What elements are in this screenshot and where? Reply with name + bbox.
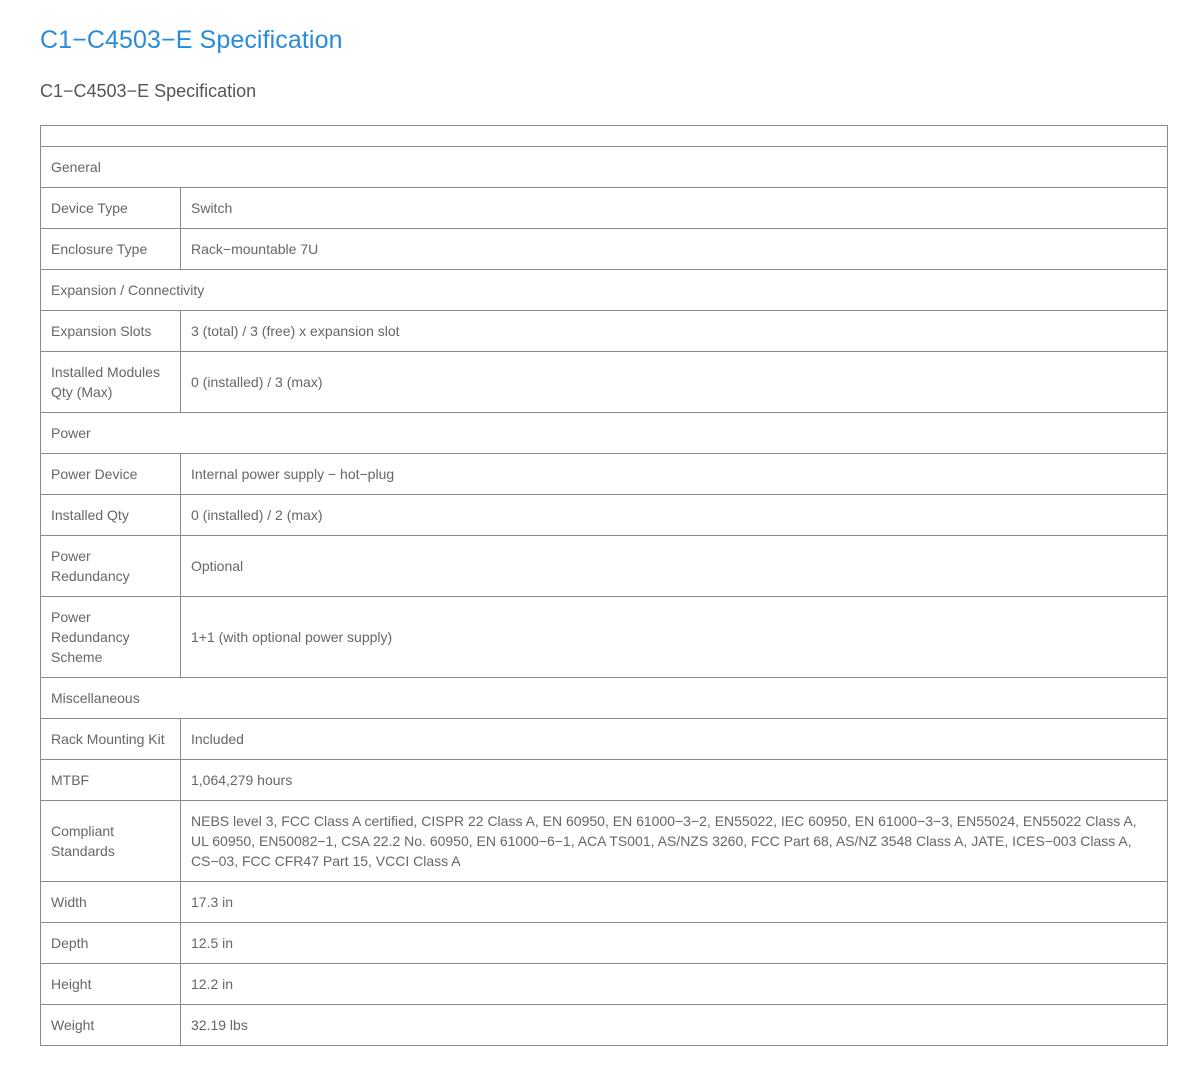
spec-label: Compliant Standards (41, 801, 181, 882)
spec-label: Depth (41, 923, 181, 964)
spec-label: Weight (41, 1005, 181, 1046)
spec-value: 32.19 lbs (181, 1005, 1168, 1046)
spec-label: Installed Qty (41, 495, 181, 536)
spec-value: 12.5 in (181, 923, 1168, 964)
section-heading: Power (41, 413, 1168, 454)
table-row (41, 964, 1168, 1005)
specification-table (40, 125, 1168, 1046)
spec-value: 1+1 (with optional power supply) (181, 597, 1168, 678)
spec-value: 17.3 in (181, 882, 1168, 923)
section-heading: Expansion / Connectivity (41, 270, 1168, 311)
section-heading: General (41, 147, 1168, 188)
section-row-miscellaneous (41, 678, 1168, 719)
table-row (41, 229, 1168, 270)
table-row (41, 882, 1168, 923)
spec-label: Power Redundancy (41, 536, 181, 597)
table-row (41, 923, 1168, 964)
spec-value: NEBS level 3, FCC Class A certified, CISPR 22 Class A, EN 60950, EN 61000−3−2, EN55022, IEC 60950, EN 61000−3−3, EN55024, EN55022 Class A, UL 60950, EN50082−1, CSA 22.2 No. 60950, EN 61000−6−1, ACA TS001, AS/NZS 3260, FCC Part 68, AS/NZ 3548 Class A, JATE, ICES−003 Class A, CS−03, FCC CFR47 Part 15, VCCI Class A (181, 801, 1168, 882)
spec-label: Power Redundancy Scheme (41, 597, 181, 678)
spec-label: Expansion Slots (41, 311, 181, 352)
page-title: C1−C4503−E Specification (40, 26, 343, 54)
spec-label: MTBF (41, 760, 181, 801)
spec-value: Rack−mountable 7U (181, 229, 1168, 270)
spec-label: Rack Mounting Kit (41, 719, 181, 760)
table-row (41, 597, 1168, 678)
spec-label: Installed Modules Qty (Max) (41, 352, 181, 413)
section-row-power (41, 413, 1168, 454)
spec-value: 12.2 in (181, 964, 1168, 1005)
spec-value: 1,064,279 hours (181, 760, 1168, 801)
table-row (41, 352, 1168, 413)
table-row (41, 801, 1168, 882)
table-row (41, 454, 1168, 495)
page-subtitle: C1−C4503−E Specification (40, 81, 257, 101)
spec-value: Optional (181, 536, 1168, 597)
table-row (41, 760, 1168, 801)
spec-value: 0 (installed) / 2 (max) (181, 495, 1168, 536)
table-row (41, 495, 1168, 536)
table-row (41, 188, 1168, 229)
spec-value: Switch (181, 188, 1168, 229)
spec-value: 3 (total) / 3 (free) x expansion slot (181, 311, 1168, 352)
table-row (41, 719, 1168, 760)
spec-label: Device Type (41, 188, 181, 229)
spec-label: Width (41, 882, 181, 923)
spec-value: 0 (installed) / 3 (max) (181, 352, 1168, 413)
spec-label: Power Device (41, 454, 181, 495)
section-row-general (41, 147, 1168, 188)
table-row (41, 311, 1168, 352)
spec-value: Included (181, 719, 1168, 760)
section-row-expansion-connectivity (41, 270, 1168, 311)
table-row (41, 536, 1168, 597)
table-header-blank-row (41, 126, 1168, 147)
spec-value: Internal power supply − hot−plug (181, 454, 1168, 495)
section-heading: Miscellaneous (41, 678, 1168, 719)
spec-label: Enclosure Type (41, 229, 181, 270)
spec-label: Height (41, 964, 181, 1005)
blank-cell (41, 126, 1168, 147)
table-row (41, 1005, 1168, 1046)
